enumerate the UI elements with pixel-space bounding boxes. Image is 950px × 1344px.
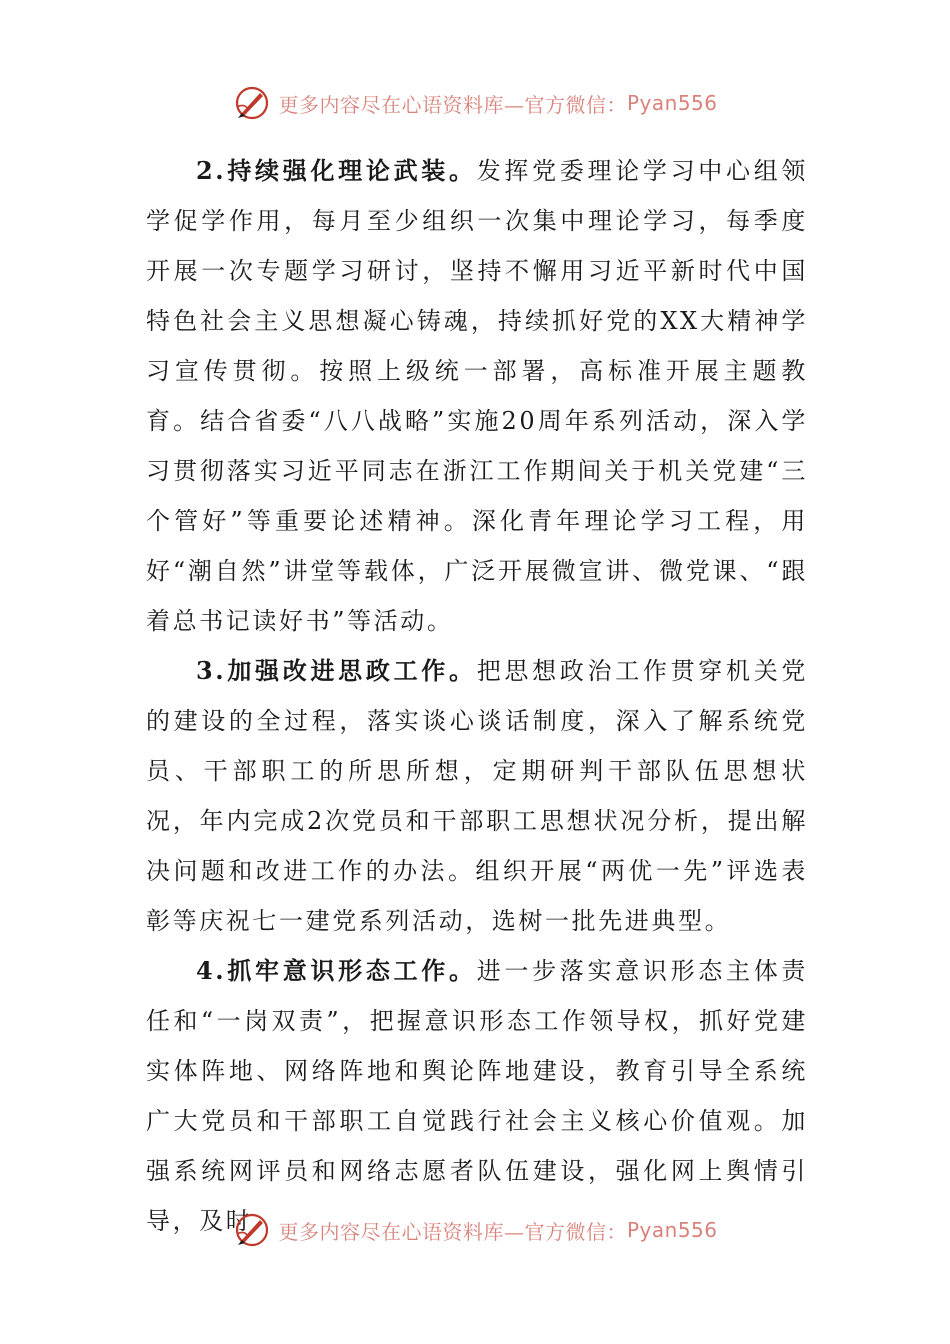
paragraph-text: 把思想政治工作贯穿机关党的建设的全过程，落实谈心谈话制度，深入了解系统党员、干部职工的所思所想，定期研判干部队伍思想状况，年内完成2次党员和干部职工思想状况分析，提出解决问题和改进工作的办法。组织开展“两优一先”评选表彰等庆祝七一建党系列活动，选树一批先进典型。 (146, 657, 809, 935)
paragraph-text: 进一步落实意识形态主体责任和“一岗双责”，把握意识形态工作领导权，抓好党建实体阵地、网络阵地和舆论阵地建设，教育引导全系统广大党员和干部职工自觉践行社会主义核心价值观。加强系统网评员和网络志愿者队伍建设，强化网上舆情引导，及时 (146, 957, 809, 1235)
watermark-text: 更多内容尽在心语资料库—官方微信： (278, 1219, 627, 1244)
watermark-text: 更多内容尽在心语资料库—官方微信： (278, 92, 627, 117)
header-watermark (0, 80, 950, 126)
watermark-wechat-id: Pyan556 (626, 91, 718, 115)
watermark-wechat-id: Pyan556 (626, 1218, 718, 1242)
paragraph-2 (146, 146, 808, 646)
paragraph-heading: 3.加强改进思政工作。 (196, 656, 477, 685)
paragraph-heading: 4.抓牢意识形态工作。 (196, 956, 477, 985)
pen-logo-icon (232, 1210, 272, 1250)
pen-logo-icon (232, 83, 272, 123)
paragraph-4 (146, 946, 808, 1246)
paragraph-text: 发挥党委理论学习中心组领学促学作用，每月至少组织一次集中理论学习，每季度开展一次专题学习研讨，坚持不懈用习近平新时代中国特色社会主义思想凝心铸魂，持续抓好党的XX大精神学习宣传贯彻。按照上级统一部署，高标准开展主题教育。结合省委“八八战略”实施20周年系列活动，深入学习贯彻落实习近平同志在浙江工作期间关于机关党建“三个管好”等重要论述精神。深化青年理论学习工程，用好“潮自然”讲堂等载体，广泛开展微宣讲、微党课、“跟着总书记读好书”等活动。 (146, 157, 809, 635)
paragraph-3 (146, 646, 808, 946)
footer-watermark (0, 1207, 950, 1253)
paragraph-heading: 2.持续强化理论武装。 (196, 156, 477, 185)
document-body (146, 146, 808, 1246)
